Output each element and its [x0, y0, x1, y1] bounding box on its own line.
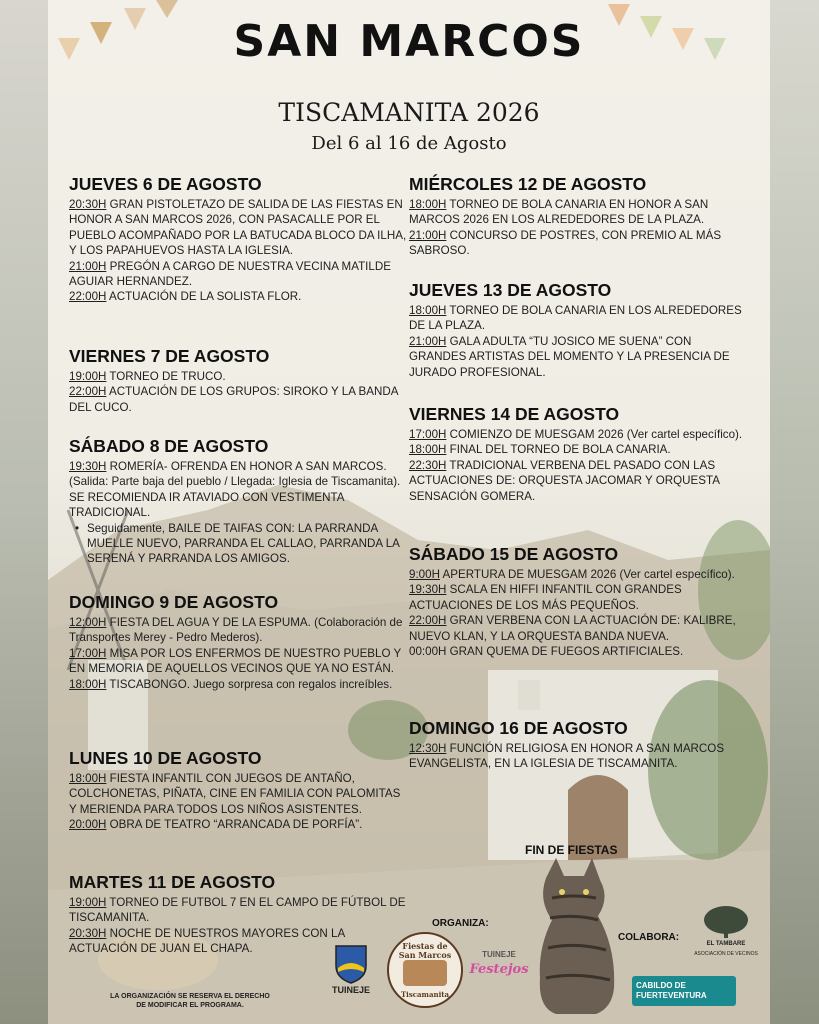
tuineje-shield-logo [334, 944, 368, 984]
day-block [69, 748, 409, 833]
event-text: TORNEO DE TRUCO. [109, 370, 226, 383]
tambare-logo-bottom-text: ASOCIACIÓN DE VECINOS [694, 951, 758, 957]
event-item [69, 646, 409, 677]
festejos-logo-bottom-text: Festejos [469, 962, 529, 977]
festejos-logo-top-text: TUINEJE [482, 950, 516, 959]
event-item [409, 228, 749, 259]
event-item [69, 369, 409, 384]
day-block [409, 280, 749, 380]
event-time: 12:30H [409, 742, 447, 755]
day-block [69, 592, 409, 692]
event-time: 21:00H [409, 334, 447, 348]
event-time: 17:00H [69, 646, 107, 660]
day-heading: LUNES 10 DE AGOSTO [69, 748, 262, 768]
blurred-left-edge [0, 0, 48, 1024]
cabildo-fuerteventura-logo [632, 976, 736, 1006]
day-block [69, 346, 409, 415]
day-block [409, 174, 749, 259]
day-heading: SÁBADO 15 DE AGOSTO [409, 544, 619, 564]
event-item [69, 459, 409, 521]
day-block [409, 544, 749, 659]
day-block [69, 174, 409, 305]
event-time: 18:00H [409, 304, 447, 317]
fiestas-logo-bottom-text: Tiscamanita [400, 990, 450, 999]
event-time: 20:00H [69, 818, 107, 832]
organizer-label: ORGANIZA: [432, 918, 489, 929]
day-heading: JUEVES 6 DE AGOSTO [69, 174, 262, 194]
day-heading: MARTES 11 DE AGOSTO [69, 872, 276, 892]
day-heading: VIERNES 7 DE AGOSTO [69, 346, 270, 366]
event-text: TORNEO DE BOLA CANARIA EN LOS ALREDEDORES DE LA PLAZA. [409, 304, 742, 333]
event-text: SCALA EN HIFFI INFANTIL CON GRANDES ACTUACIONES DE LOS MÁS PEQUEÑOS. [409, 583, 682, 612]
day-heading: DOMINGO 16 DE AGOSTO [409, 718, 628, 738]
event-item [409, 741, 749, 772]
event-time: 18:00H [69, 677, 107, 691]
fiestas-logo-scene [403, 960, 447, 986]
event-time: 12:00H [69, 616, 107, 629]
event-text: FIESTA INFANTIL CON JUEGOS DE ANTAÑO, COLCHONETAS, PIÑATA, CINE EN FAMILIA CON PALOMITAS Y MERIENDA PARA TODOS LOS NIÑOS ASISTENTES. [69, 772, 401, 816]
event-text: MISA POR LOS ENFERMOS DE NUESTRO PUEBLO Y EN MEMORIA DE AQUELLOS VECINOS QUE YA NO ESTÁN. [69, 646, 402, 676]
event-item [69, 895, 409, 926]
event-time: 20:30H [69, 198, 107, 211]
event-time: 19:30H [409, 583, 447, 597]
day-heading: MIÉRCOLES 12 DE AGOSTO [409, 174, 647, 194]
day-heading: SÁBADO 8 DE AGOSTO [69, 436, 269, 456]
event-text: ACTUACIÓN DE LA SOLISTA FLOR. [108, 290, 302, 304]
event-time: 00:00H [409, 645, 447, 659]
event-text: TRADICIONAL VERBENA DEL PASADO CON LAS ACTUACIONES DE: ORQUESTA JACOMAR Y ORQUESTA SENSACIÓN GOMERA. [409, 458, 720, 503]
event-item [69, 289, 409, 304]
event-text: ACTUACIÓN DE LOS GRUPOS: SIROKO Y LA BANDA DEL CUCO. [69, 385, 398, 414]
event-text: CONCURSO DE POSTRES, CON PREMIO AL MÁS SABROSO. [409, 228, 722, 258]
event-text: GRAN PISTOLETAZO DE SALIDA DE LAS FIESTAS EN HONOR A SAN MARCOS 2026, CON PASACALLE POR EL PUEBLO ACOMPAÑADO POR LA BATUCADA BLOCO DA ILHA, Y LOS PAPAHUEVOS HASTA LA IGLESIA. [69, 198, 407, 258]
event-item [409, 442, 749, 457]
day-block [409, 718, 749, 772]
event-text: GALA ADULTA “TU JOSICO ME SUENA” CON GRANDES ARTISTAS DEL MOMENTO Y LA PRESENCIA DE JURADO PROFESIONAL. [409, 334, 730, 379]
event-time: 19:00H [69, 896, 107, 909]
event-time: 20:30H [69, 926, 107, 940]
event-item [409, 197, 749, 228]
event-item [409, 613, 749, 644]
event-item [409, 582, 749, 613]
event-text: ROMERÍA- OFRENDA EN HONOR A SAN MARCOS. (Salida: Parte baja del pueblo / Llegada: Iglesia de Tiscamanita). SE RECOMIENDA IR ATAVIADO CON VESTIMENTA TRADICIONAL. [69, 460, 401, 520]
event-item [409, 303, 749, 334]
event-time: 22:00H [69, 385, 107, 399]
event-time: 19:00H [69, 370, 107, 383]
event-item [409, 334, 749, 380]
event-poster [48, 0, 770, 1024]
event-time: 22:00H [409, 614, 447, 628]
poster-dates: Del 6 al 16 de Agosto [311, 133, 507, 154]
event-time: 18:00H [409, 198, 447, 211]
cabildo-logo-line-2: FUERTEVENTURA [636, 991, 707, 1000]
event-time: 18:00H [409, 443, 447, 457]
event-item [69, 677, 409, 692]
event-time: 9:00H [409, 568, 440, 581]
cabildo-logo-line-1: CABILDO DE [636, 981, 686, 990]
event-text: GRAN QUEMA DE FUEGOS ARTIFICIALES. [449, 645, 684, 659]
event-time: 22:30H [409, 458, 447, 472]
day-block [409, 404, 749, 504]
event-bullet: • Seguidamente, BAILE DE TAIFAS CON: LA PARRANDA MUELLE NUEVO, PARRANDA EL CALLAO, PARRANDA LA SERENÁ Y PARRANDA LOS AMIGOS. [69, 521, 409, 567]
el-tambare-logo [688, 904, 764, 964]
event-text: COMIENZO DE MUESGAM 2026 (Ver cartel específico). [449, 428, 743, 441]
event-text: TORNEO DE FUTBOL 7 EN EL CAMPO DE FÚTBOL DE TISCAMANITA. [69, 896, 406, 925]
event-text: TORNEO DE BOLA CANARIA EN HONOR A SAN MARCOS 2026 EN LOS ALREDEDORES DE LA PLAZA. [409, 198, 709, 227]
event-item [409, 458, 749, 504]
disclaimer-text: LA ORGANIZACIÓN SE RESERVA EL DERECHO DE MODIFICAR EL PROGRAMA. [110, 993, 270, 1009]
tuineje-festejos-logo [463, 948, 535, 988]
day-heading: DOMINGO 9 DE AGOSTO [69, 592, 279, 612]
event-time: 22:00H [69, 290, 107, 304]
cat-illustration [526, 858, 622, 1018]
event-time: 21:00H [69, 259, 107, 273]
event-text: FINAL DEL TORNEO DE BOLA CANARIA. [449, 443, 671, 457]
event-item [69, 771, 409, 817]
event-text: TISCABONGO. Juego sorpresa con regalos increíbles. [109, 677, 393, 691]
day-block [69, 436, 409, 567]
event-item [69, 197, 409, 259]
tuineje-logo-label: TUINEJE [331, 985, 370, 995]
fiestas-logo-top-text: Fiestas de San Marcos [398, 941, 452, 960]
event-text: APERTURA DE MUESGAM 2026 (Ver cartel específico). [442, 568, 735, 581]
tambare-logo-top-text: EL TAMBARE [706, 941, 746, 947]
event-time: 21:00H [409, 228, 447, 242]
day-heading: JUEVES 13 DE AGOSTO [409, 280, 612, 300]
event-time: 18:00H [69, 772, 107, 785]
poster-subtitle: TISCAMANITA 2026 [278, 98, 540, 127]
event-text: NOCHE DE NUESTROS MAYORES CON LA ACTUACIÓN DE JUAN EL CHAPA. [69, 926, 345, 956]
event-text: FUNCIÓN RELIGIOSA EN HONOR A SAN MARCOS EVANGELISTA, EN LA IGLESIA DE TISCAMANITA. [409, 742, 725, 771]
tree-icon [688, 904, 764, 938]
event-text: GRAN VERBENA CON LA ACTUACIÓN DE: KALIBRE, NUEVO KLAN, Y LA ORQUESTA BANDA NUEVA. [409, 614, 736, 643]
blurred-right-edge [770, 0, 819, 1024]
event-item [69, 384, 409, 415]
event-item [409, 427, 749, 442]
event-time: 19:30H [69, 460, 107, 473]
event-text: OBRA DE TEATRO “ARRANCADA DE PORFÍA”. [109, 818, 363, 832]
fiestas-san-marcos-logo [387, 932, 463, 1008]
event-item [409, 567, 749, 582]
event-item [69, 615, 409, 646]
end-of-festivities-label: FIN DE FIESTAS [525, 843, 618, 857]
event-time: 17:00H [409, 428, 447, 441]
event-text: FIESTA DEL AGUA Y DE LA ESPUMA. (Colaboración de Transportes Merey - Pedro Mederos). [69, 616, 403, 645]
day-heading: VIERNES 14 DE AGOSTO [409, 404, 620, 424]
event-item [69, 817, 409, 832]
poster-title: SAN MARCOS [233, 16, 585, 67]
event-item [69, 259, 409, 290]
event-text: PREGÓN A CARGO DE NUESTRA VECINA MATILDE AGUIAR HERNANDEZ. [69, 259, 391, 289]
collaborator-label: COLABORA: [618, 932, 680, 943]
event-item [409, 644, 749, 659]
